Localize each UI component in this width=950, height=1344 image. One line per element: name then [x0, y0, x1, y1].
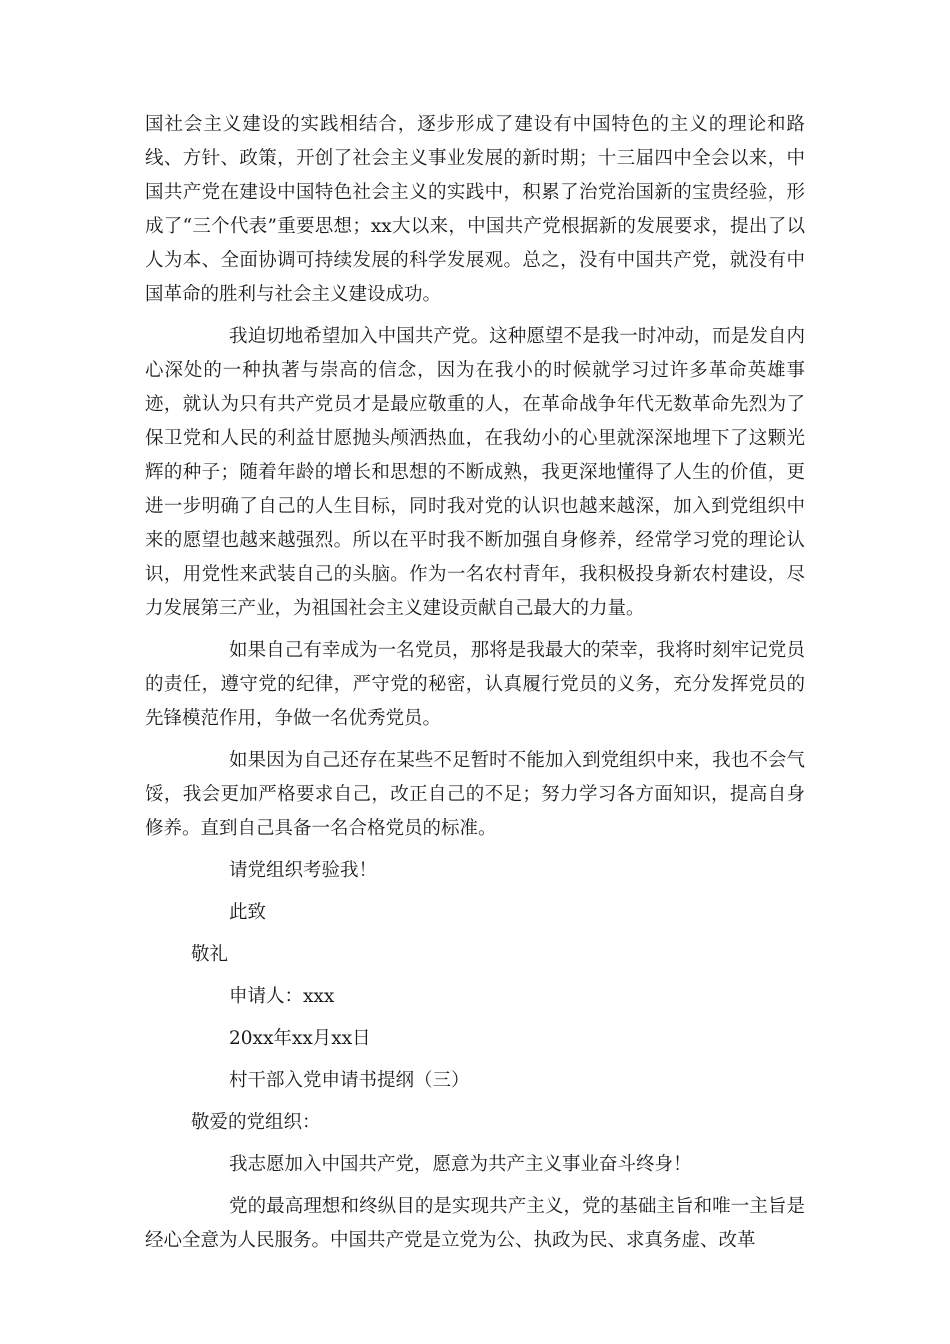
salute-line: 敬礼	[191, 944, 229, 965]
closing-request: 请党组织考验我！	[229, 860, 378, 881]
date-line: 20xx年xx月xx日	[229, 1028, 371, 1049]
greeting-line: 敬爱的党组织：	[191, 1112, 321, 1133]
paragraph-2: 我迫切地希望加入中国共产党。这种愿望不是我一时冲动，而是发自内心深处的一种执著与崇高的信念，因为在我小的时候就学习过许多革命英雄事迹，就认为只有共产党员才是最应敬重的人，在革命战争年代无数革命先烈为了保卫党和人民的利益甘愿抛头颅洒热血，在我幼小的心里就深深地埋下了这颗光辉的种子；随着年龄的增长和思想的不断成熟，我更深地懂得了人生的价值，更进一步明确了自己的人生目标，同时我对党的认识也越来越深，加入到党组织中来的愿望也越来越强烈。所以在平时我不断加强自身修养，经常学习党的理论认识，用党性来武装自己的头脑。作为一名农村青年，我积极投身新农村建设，尽力发展第三产业，为祖国社会主义建设贡献自己最大的力量。	[145, 326, 805, 619]
document-page	[145, 108, 805, 1266]
to-line: 此致	[229, 902, 267, 923]
paragraph-3: 如果自己有幸成为一名党员，那将是我最大的荣幸，我将时刻牢记党员的责任，遵守党的纪律，严守党的秘密，认真履行党员的义务，充分发挥党员的先锋模范作用，争做一名优秀党员。	[145, 640, 805, 729]
section-title: 村干部入党申请书提纲（三）	[229, 1070, 470, 1091]
applicant-line: 申请人：xxx	[229, 986, 335, 1007]
paragraph-4: 如果因为自己还存在某些不足暂时不能加入到党组织中来，我也不会气馁，我会更加严格要求自己，改正自己的不足；努力学习各方面知识，提高自身修养。直到自己具备一名合格党员的标准。	[145, 750, 805, 839]
pledge-line: 我志愿加入中国共产党，愿意为共产主义事业奋斗终身！	[229, 1154, 692, 1175]
paragraph-5: 党的最高理想和终纵目的是实现共产主义，党的基础主旨和唯一主旨是经心全意为人民服务。中国共产党是立党为公、执政为民、求真务虚、改革	[145, 1196, 805, 1251]
paragraph-1: 国社会主义建设的实践相结合，逐步形成了建设有中国特色的主义的理论和路线、方针、政策，开创了社会主义事业发展的新时期；十三届四中全会以来，中国共产党在建设中国特色社会主义的实践中，积累了治党治国新的宝贵经验，形成了“三个代表”重要思想；xx大以来，中国共产党根据新的发展要求，提出了以人为本、全面协调可持续发展的科学发展观。总之，没有中国共产党，就没有中国革命的胜利与社会主义建设成功。	[145, 114, 805, 305]
